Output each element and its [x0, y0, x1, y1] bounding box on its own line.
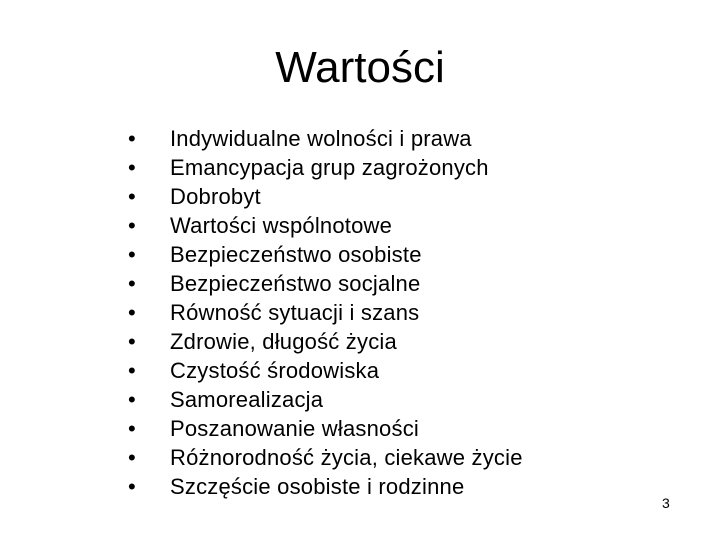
list-item-text: Bezpieczeństwo socjalne — [170, 271, 421, 296]
bullet-icon: • — [128, 242, 136, 267]
list-item-text: Dobrobyt — [170, 184, 261, 209]
bullet-icon: • — [128, 358, 136, 383]
list-item-text: Wartości wspólnotowe — [170, 213, 393, 238]
list-item-text: Zdrowie, długość życia — [170, 329, 397, 354]
list-item-text: Emancypacja grup zagrożonych — [170, 155, 489, 180]
bullet-icon: • — [128, 300, 136, 325]
bullet-icon: • — [128, 387, 136, 412]
list-item-text: Czystość środowiska — [170, 358, 380, 383]
page-number: 3 — [662, 495, 670, 511]
list-item-text: Samorealizacja — [170, 387, 324, 412]
bullet-icon: • — [128, 213, 136, 238]
bullet-icon: • — [128, 329, 136, 354]
list-item-text: Równość sytuacji i szans — [170, 300, 420, 325]
bullet-icon: • — [128, 184, 136, 209]
list-item-text: Bezpieczeństwo osobiste — [170, 242, 422, 267]
list-item-text: Indywidualne wolności i prawa — [170, 126, 472, 151]
list-item-text: Poszanowanie własności — [170, 416, 419, 441]
slide-title: Wartości — [275, 43, 445, 92]
bullet-icon: • — [128, 126, 136, 151]
list-item-text: Różnorodność życia, ciekawe życie — [170, 445, 523, 470]
bullet-icon: • — [128, 445, 136, 470]
bullet-icon: • — [128, 416, 136, 441]
list-item-text: Szczęście osobiste i rodzinne — [170, 474, 465, 499]
bullet-icon: • — [128, 155, 136, 180]
bullet-icon: • — [128, 474, 136, 499]
bullet-icon: • — [128, 271, 136, 296]
